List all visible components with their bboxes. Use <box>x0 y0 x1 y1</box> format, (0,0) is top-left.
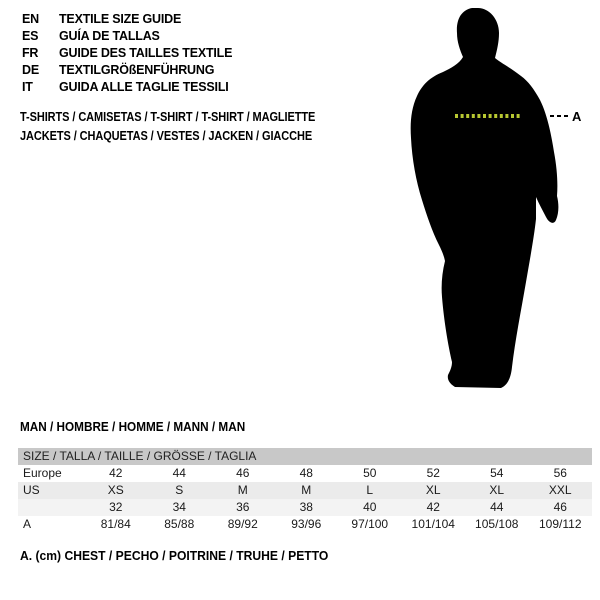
man-silhouette-figure <box>400 0 600 400</box>
table-row-numeric <box>18 499 592 516</box>
size-cell: 32 <box>109 500 123 514</box>
size-cell: M <box>237 483 248 497</box>
size-cell: 56 <box>553 466 567 480</box>
measure-footnote: A. (cm) CHEST / PECHO / POITRINE / TRUHE / PETTO <box>20 549 329 563</box>
language-label: TEXTILGRÖßENFÜHRUNG <box>59 63 215 77</box>
language-code: DE <box>22 63 39 77</box>
size-cell: S <box>175 483 184 497</box>
size-cell: 54 <box>490 466 504 480</box>
size-cell: XS <box>107 483 124 497</box>
table-row-europe <box>18 465 592 482</box>
measure-label-a: A <box>572 109 582 124</box>
language-row-fr <box>22 45 232 62</box>
size-cell: 42 <box>426 500 440 514</box>
size-cell: 44 <box>172 466 186 480</box>
language-label: TEXTILE SIZE GUIDE <box>59 12 182 26</box>
language-label: GUÍA DE TALLAS <box>59 29 160 43</box>
size-cell: M <box>301 483 312 497</box>
size-cell: 52 <box>426 466 440 480</box>
size-cell: 101/104 <box>411 517 455 531</box>
table-row-chest-a <box>18 516 592 533</box>
language-row-de <box>22 62 232 79</box>
size-cell: 46 <box>236 466 250 480</box>
size-cell: 109/112 <box>539 517 582 531</box>
language-label: GUIDA ALLE TAGLIE TESSILI <box>59 80 229 94</box>
category-jackets: JACKETS / CHAQUETAS / VESTES / JACKEN / GIACCHE <box>20 129 313 143</box>
section-title-man: MAN / HOMBRE / HOMME / MANN / MAN <box>20 420 246 434</box>
language-code: EN <box>22 12 39 26</box>
size-cell: 105/108 <box>475 517 519 531</box>
category-tshirts: T-SHIRTS / CAMISETAS / T-SHIRT / T-SHIRT / MAGLIETTE <box>20 110 316 124</box>
size-cell: XL <box>425 483 441 497</box>
row-label: US <box>23 483 40 497</box>
language-code: IT <box>22 80 33 94</box>
size-cell: 85/88 <box>164 517 195 531</box>
language-row-it <box>22 79 232 96</box>
language-row-en <box>22 11 232 28</box>
size-cell: 34 <box>172 500 186 514</box>
size-cell: 50 <box>363 466 377 480</box>
size-cell: XL <box>489 483 505 497</box>
size-cell: 42 <box>109 466 123 480</box>
size-cell: 81/84 <box>100 517 131 531</box>
language-list <box>22 11 232 96</box>
table-row-us <box>18 482 592 499</box>
row-label: A <box>23 517 32 531</box>
garment-categories <box>20 108 356 146</box>
row-label: Europe <box>23 466 62 480</box>
size-cell: 40 <box>363 500 377 514</box>
size-cell: 38 <box>299 500 313 514</box>
size-cell: 97/100 <box>351 517 389 531</box>
size-cell: 89/92 <box>227 517 258 531</box>
size-cell: 93/96 <box>291 517 322 531</box>
size-cell: XXL <box>548 483 572 497</box>
language-code: FR <box>22 46 39 60</box>
language-code: ES <box>22 29 39 43</box>
row-label <box>18 499 84 516</box>
size-table-header: SIZE / TALLA / TAILLE / GRÖSSE / TAGLIA <box>18 448 592 465</box>
size-cell: 46 <box>553 500 567 514</box>
language-label: GUIDE DES TAILLES TEXTILE <box>59 46 233 60</box>
size-cell: 44 <box>490 500 504 514</box>
size-table <box>18 448 592 533</box>
size-cell: L <box>366 483 374 497</box>
size-cell: 48 <box>299 466 313 480</box>
man-silhouette <box>411 8 559 388</box>
size-cell: 36 <box>236 500 250 514</box>
language-row-es <box>22 28 232 45</box>
